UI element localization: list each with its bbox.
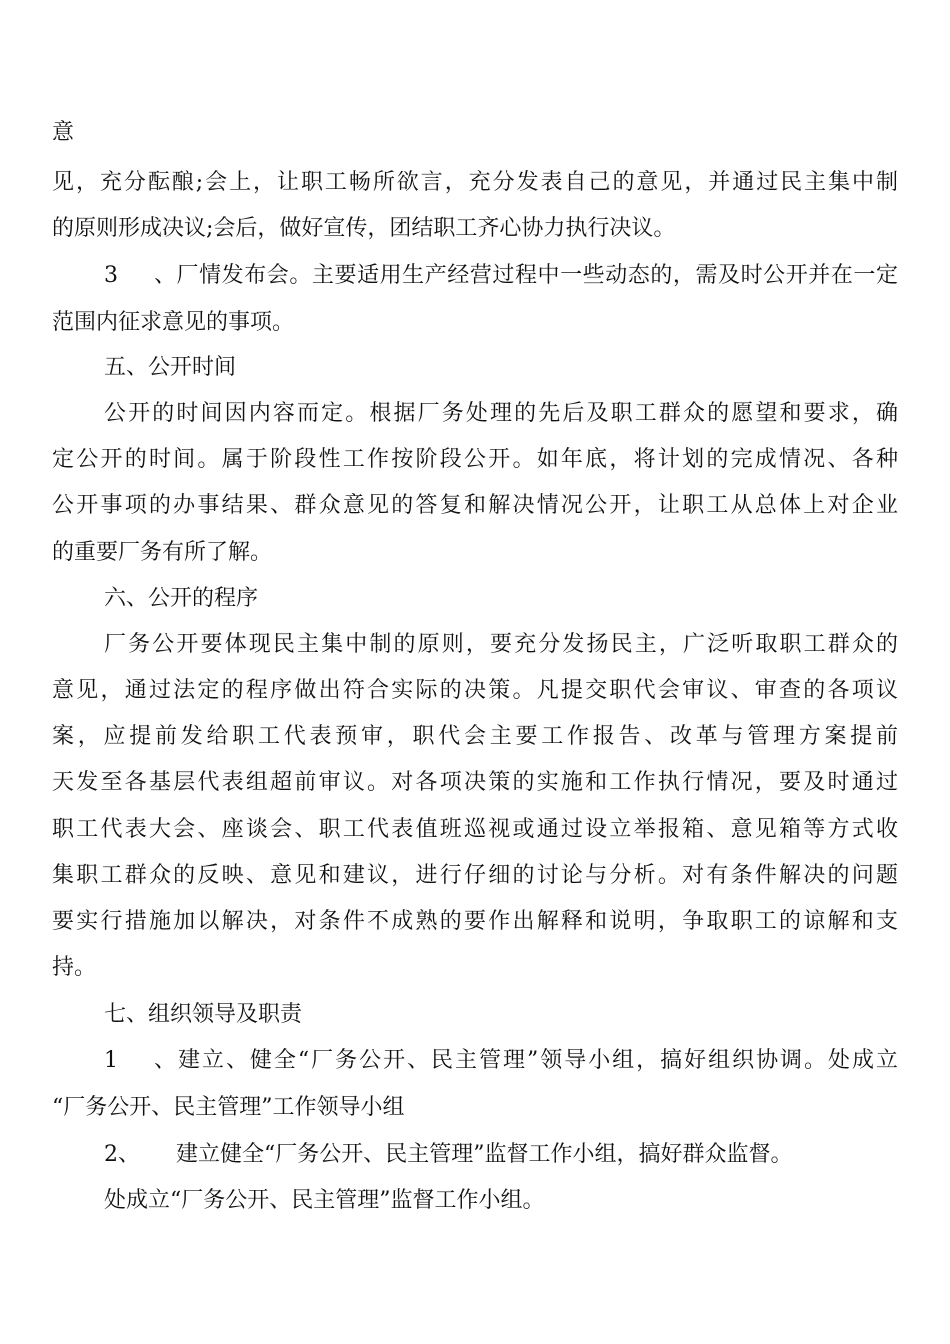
item-text: 建立、健全“厂务公开、民主管理”领导小组，搞好组织协调。处成立 [176,1048,898,1073]
numbered-item-3 [104,261,898,291]
section-heading: 五、公开时间 [104,355,237,380]
item-number: 3、 [104,263,176,288]
paragraph-line: 厂务公开要体现民主集中制的原则，要充分发扬民主，广泛听取职工群众的 [104,632,898,657]
section-heading: 七、组织领导及职责 [104,1002,303,1027]
paragraph-line: 公开的时间因内容而定。根据厂务处理的先后及职工群众的愿望和要求，确 [104,401,898,426]
paragraph-line: 集职工群众的反映、意见和建议，进行仔细的讨论与分析。对有条件解决的问题 [52,863,898,888]
item-number: 2、 [104,1142,140,1167]
paragraph-line: 处成立“厂务公开、民主管理”监督工作小组。 [104,1188,545,1213]
numbered-item-1 [104,1046,898,1076]
paragraph-line: 定公开的时间。属于阶段性工作按阶段公开。如年底，将计划的完成情况、各种 [52,447,898,472]
item-text: 厂情发布会。主要适用生产经营过程中一些动态的，需及时公开并在一定 [176,263,898,288]
paragraph-line: 要实行措施加以解决，对条件不成熟的要作出解释和说明，争取职工的谅解和支 [52,909,898,934]
paragraph-line: 意见，通过法定的程序做出符合实际的决策。凡提交职代会审议、审查的各项议 [52,678,898,703]
section-heading: 六、公开的程序 [104,586,259,611]
paragraph-line: 见，充分酝酿;会上，让职工畅所欲言，充分发表自己的意见，并通过民主集中制 [52,170,898,195]
paragraph-line: 天发至各基层代表组超前审议。对各项决策的实施和工作执行情况，要及时通过 [52,770,898,795]
paragraph-line: 持。 [52,955,97,980]
paragraph-line: 的原则形成决议;会后，做好宣传，团结职工齐心协力执行决议。 [52,216,676,241]
paragraph-line: 的重要厂务有所了解。 [52,540,273,565]
paragraph-line: 范围内征求意见的事项。 [52,310,295,335]
item-number: 1、 [104,1048,176,1073]
paragraph-line: “厂务公开、民主管理”工作领导小组 [52,1095,405,1120]
numbered-item-2 [104,1140,898,1170]
paragraph-line: 公开事项的办事结果、群众意见的答复和解决情况公开，让职工从总体上对企业 [52,493,898,518]
paragraph-line: 案，应提前发给职工代表预审，职代会主要工作报告、改革与管理方案提前 [52,724,898,749]
paragraph-line: 职工代表大会、座谈会、职工代表值班巡视或通过设立举报箱、意见箱等方式收 [52,817,898,842]
paragraph-line: 意 [52,120,75,145]
item-text: 建立健全“厂务公开、民主管理”监督工作小组，搞好群众监督。 [176,1142,793,1167]
